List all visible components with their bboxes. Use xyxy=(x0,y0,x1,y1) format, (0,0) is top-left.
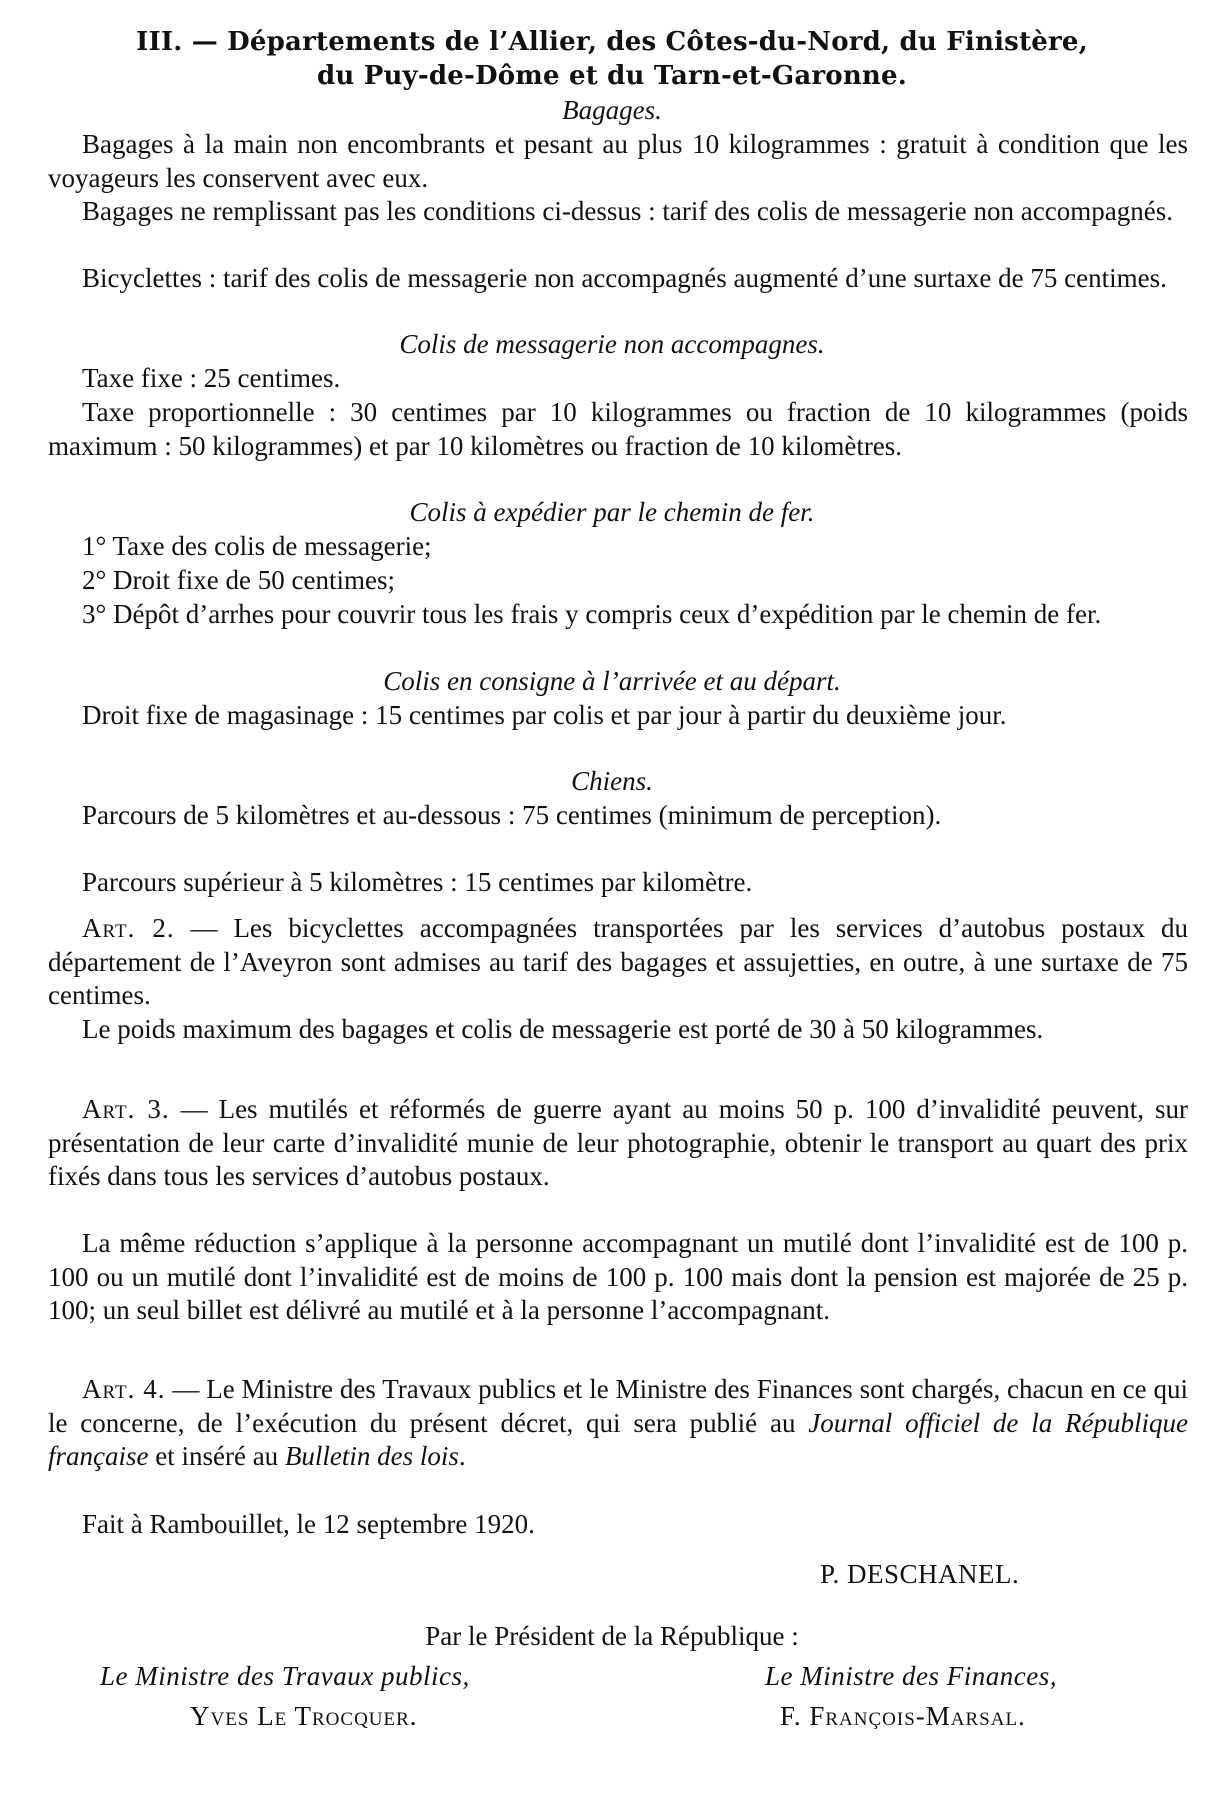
par-le-president: Par le Président de la République : xyxy=(425,1621,799,1651)
signature-president: P. DESCHANEL. xyxy=(820,1559,1020,1589)
paragraph-bagages-main: Bagages à la main non encombrants et pesant au plus 10 kilogrammes : gratuit à condition que les voyageurs les conservent avec eux. xyxy=(48,129,1188,193)
section-title-colis-non-accompagnes: Colis de messagerie non accompagnes. xyxy=(399,329,825,359)
section-title-bagages: Bagages. xyxy=(562,95,662,125)
minister-left-title: Le Ministre des Travaux publics, xyxy=(100,1661,470,1691)
paragraph-chiens-parcours-court: Parcours de 5 kilomètres et au-dessous : 75 centimes (minimum de perception). xyxy=(82,800,942,830)
paragraph-bagages-conditions: Bagages ne remplissant pas les conditions ci-dessus : tarif des colis de messagerie non accompagnés. xyxy=(82,196,1173,226)
closing-fait: Fait à Rambouillet, le 12 septembre 1920. xyxy=(82,1509,535,1539)
section-title-chiens: Chiens. xyxy=(571,766,653,796)
article-2 xyxy=(48,912,1188,1013)
paragraph-droit-magasinage: Droit fixe de magasinage : 15 centimes par colis et par jour à partir du deuxième jour. xyxy=(82,700,1007,730)
list-item-2: 2° Droit fixe de 50 centimes; xyxy=(82,565,395,595)
section-title-colis-chemin-de-fer: Colis à expédier par le chemin de fer. xyxy=(409,497,815,527)
minister-left-name: Yves Le Trocquer. xyxy=(190,1701,418,1731)
article-2-text: — Les bicyclettes accompagnées transportées par les services d’autobus postaux du département de l’Aveyron sont admises au tarif des bagages et assujetties, en outre, à une surtaxe de 75 centimes. xyxy=(48,913,1189,1010)
list-item-3: 3° Dépôt d’arrhes pour couvrir tous les frais y compris ceux d’expédition par le chemin de fer. xyxy=(82,599,1102,629)
article-4-text-c: . xyxy=(458,1441,466,1471)
article-4-label: Art. 4. xyxy=(82,1374,166,1404)
article-2-paragraph-2: Le poids maximum des bagages et colis de messagerie est porté de 30 à 50 kilogrammes. xyxy=(82,1014,1044,1044)
article-3-paragraph-2: La même réduction s’applique à la personne accompagnant un mutilé dont l’invalidité est de 100 p. 100 ou un mutilé dont l’invalidité est de moins de 100 p. 100 mais dont la pension est majorée de 25 p. 100; un seul billet est délivré au mutilé et à la personne l’accompagnant. xyxy=(48,1228,1188,1325)
article-2-label: Art. 2. xyxy=(82,913,175,943)
article-4-text-a: — Le Ministre des Travaux publics et le Ministre des Finances sont chargés, chacun en ce qui le concerne, de l’exécution du présent décret, qui sera publié au xyxy=(48,1374,1189,1438)
article-3 xyxy=(48,1093,1188,1194)
section-title-colis-consigne: Colis en consigne à l’arrivée et au départ. xyxy=(383,666,841,696)
paragraph-taxe-proportionnelle: Taxe proportionnelle : 30 centimes par 10 kilogrammes ou fraction de 10 kilogrammes (poids maximum : 50 kilogrammes) et par 10 kilomètres ou fraction de 10 kilomètres. xyxy=(48,397,1188,461)
article-4-journal: Journal officiel de la République française xyxy=(48,1407,1188,1471)
article-4-bulletin: Bulletin des lois xyxy=(284,1441,459,1471)
paragraph-bicyclettes: Bicyclettes : tarif des colis de messagerie non accompagnés augmenté d’une surtaxe de 75 centimes. xyxy=(82,263,1167,293)
paragraph-chiens-parcours-long: Parcours supérieur à 5 kilomètres : 15 centimes par kilomètre. xyxy=(82,867,753,897)
article-4-text-b: et inséré au xyxy=(148,1441,285,1471)
article-3-label: Art. 3. xyxy=(82,1094,170,1124)
paragraph-taxe-fixe: Taxe fixe : 25 centimes. xyxy=(82,363,341,393)
minister-right-title: Le Ministre des Finances, xyxy=(765,1661,1057,1691)
minister-right-name: F. François-Marsal. xyxy=(780,1701,1026,1731)
article-3-text: — Les mutilés et réformés de guerre ayant au moins 50 p. 100 d’invalidité peuvent, sur présentation de leur carte d’invalidité munie de leur photographie, obtenir le transport au quart des prix fixés dans tous les services d’autobus postaux. xyxy=(48,1094,1189,1191)
article-4 xyxy=(48,1373,1188,1474)
list-item-1: 1° Taxe des colis de messagerie; xyxy=(82,531,432,561)
heading-line-2: du Puy-de-Dôme et du Tarn-et-Garonne. xyxy=(316,61,908,91)
heading-line-1: III. — Départements de l’Allier, des Côtes-du-Nord, du Finistère, xyxy=(136,27,1088,57)
